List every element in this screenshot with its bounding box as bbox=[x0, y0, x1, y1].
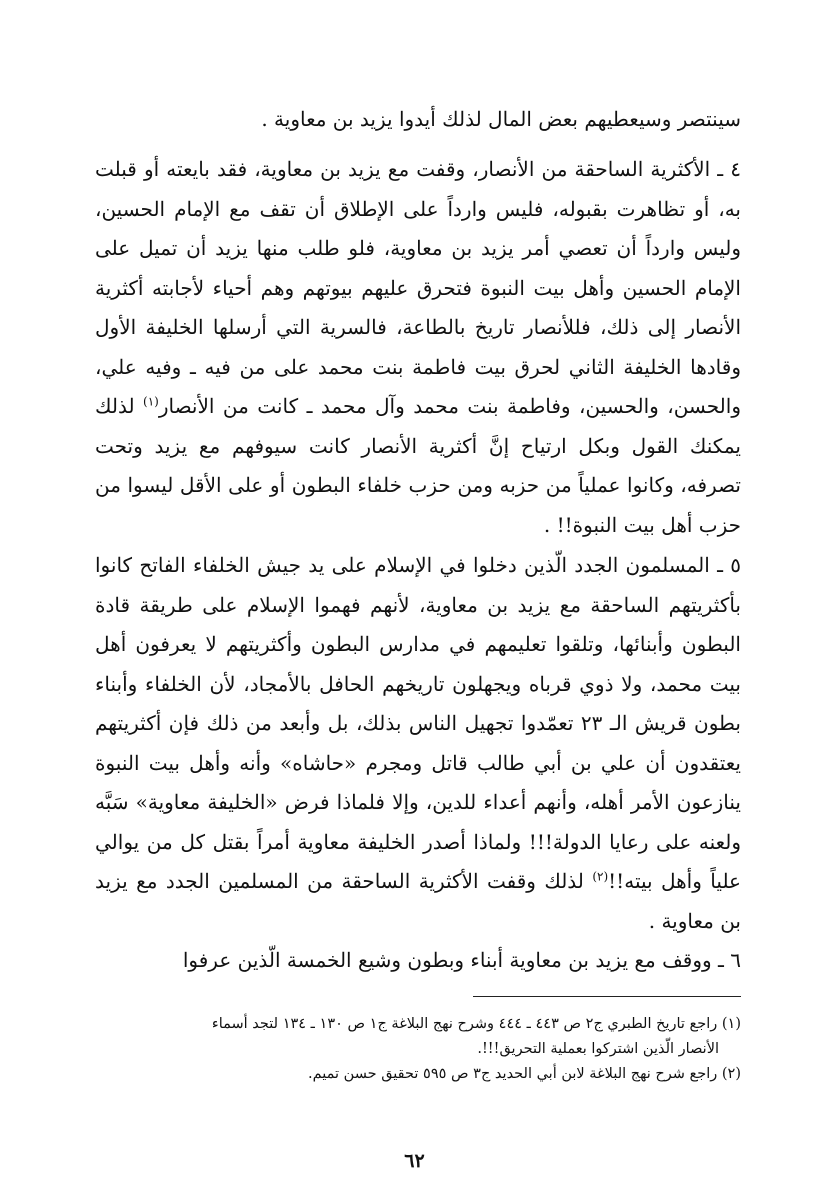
footnote-divider bbox=[473, 996, 741, 997]
footnote-marker-2: (٢) bbox=[592, 869, 609, 884]
footnotes bbox=[95, 1012, 741, 1087]
paragraph-6 bbox=[95, 941, 741, 981]
footnote-1-continuation: الأنصار الّذين اشتركوا بعملية التحريق!!!. bbox=[477, 1041, 719, 1057]
footnote-marker-1: (١) bbox=[143, 394, 159, 409]
paragraph-text: لذلك وقفت الأكثرية الساحقة من المسلمين الجدد مع يزيد بن معاوية . bbox=[95, 869, 741, 933]
paragraph-text: لذلك يمكنك القول وبكل ارتياح إنَّ أكثرية الأنصار كانت سيوفهم مع يزيد وتحت تصرفه، وكانوا عملياً من حزبه ومن حزب خلفاء البطون أو على الأقل ليسوا من حزب أهل بيت النبوة!! . bbox=[95, 394, 741, 537]
footnote-2: (٢) راجع شرح نهج البلاغة لابن أبي الحديد ج٣ ص ٥٩٥ تحقيق حسن تميم. bbox=[308, 1066, 741, 1082]
paragraph-text: سينتصر وسيعطيهم بعض المال لذلك أيدوا يزيد بن معاوية . bbox=[261, 107, 741, 131]
paragraph-5 bbox=[95, 546, 741, 941]
paragraph-text: ٤ ـ الأكثرية الساحقة من الأنصار، وقفت مع يزيد بن معاوية، فقد بايعته أو قبلت به، أو تظاهرت بقبوله، فليس وارداً على الإطلاق أن تقف مع الإمام الحسين، وليس وارداً أن تعصي أمر يزيد بن معاوية، فلو طلب منها يزيد أن تميل على الإمام الحسين وأهل بيت النبوة فتحرق عليهم بيوتهم وهم أحياء لأجابته أكثرية الأنصار إلى ذلك، فللأنصار تاريخ بالطاعة، فالسرية التي أرسلها الخليفة الأول وقادها الخليفة الثاني لحرق بيت فاطمة بنت محمد على من فيه ـ وفيه علي، والحسن، والحسين، وفاطمة بنت محمد وآل محمد ـ كانت من الأنصار bbox=[95, 157, 741, 418]
paragraph-text: ٥ ـ المسلمون الجدد الّذين دخلوا في الإسلام على يد جيش الخلفاء الفاتح كانوا بأكثريتهم الساحقة مع يزيد بن معاوية، لأنهم فهموا الإسلام على طريقة قادة البطون وأبنائها، وتلقوا تعليمهم في مدارس البطون وأكثريتهم لا يعرفون أهل بيت محمد، ولا ذوي قرباه ويجهلون تاريخهم الحافل بالأمجاد، لأن الخلفاء وأبناء بطون قريش الـ ٢٣ تعمّدوا تجهيل الناس بذلك، بل وأبعد من ذلك فإن أكثريتهم يعتقدون أن علي بن أبي طالب قاتل ومجرم «حاشاه» وأنه وأهل بيت النبوة ينازعون الأمر أهله، وأنهم أعداء للدين، وإلا فلماذا فرض «الخليفة معاوية» سَبَّه ولعنه على رعايا الدولة!!! ولماذا أصدر الخليفة معاوية أمراً بقتل كل من يوالي علياً وأهل بيته!! bbox=[95, 553, 741, 893]
page-number: ٦٢ bbox=[404, 1150, 425, 1172]
paragraph-continuation bbox=[95, 100, 741, 140]
paragraph-text: ٦ ـ ووقف مع يزيد بن معاوية أبناء وبطون وشيع الخمسة الّذين عرفوا bbox=[182, 948, 741, 972]
footnote-1: (١) راجع تاريخ الطبري ج٢ ص ٤٤٣ ـ ٤٤٤ وشرح نهج البلاغة ج١ ص ١٣٠ ـ ١٣٤ لتجد أسماء bbox=[211, 1016, 741, 1032]
paragraph-4 bbox=[95, 150, 741, 545]
